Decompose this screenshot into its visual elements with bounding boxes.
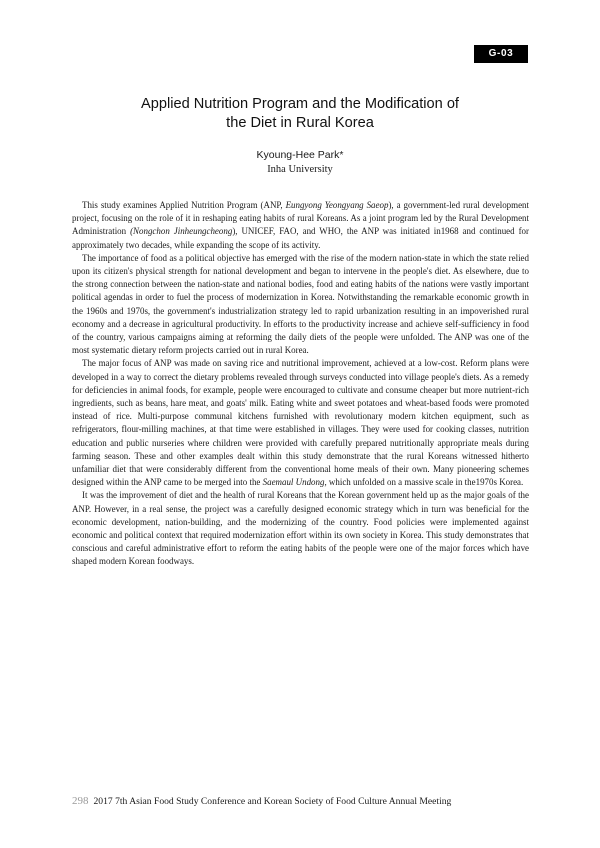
italic-term: Eungyong Yeongyang Saeop <box>285 200 389 210</box>
italic-term: Saemaul Undong <box>262 477 325 488</box>
abstract-paragraph <box>72 489 529 568</box>
text-run: This study examines Applied Nutrition Program (ANP, <box>82 200 286 210</box>
paper-title-line-2: the Diet in Rural Korea <box>226 115 374 131</box>
text-run: ), a government-led rural development project, focusing on the role of it in reshaping eating habits of rural Koreans. As a joint program led by the Rural Development Administration <box>72 200 530 237</box>
text-run: , which unfolded on a massive scale in the1970s Korea. <box>324 477 524 488</box>
paper-title <box>60 95 540 133</box>
page-footer <box>72 794 532 809</box>
abstract-body <box>72 199 529 569</box>
author-name: Kyoung-Hee Park* <box>256 149 344 161</box>
text-run: The importance of food as a political objective has emerged with the rise of the modern nation-state in which the state relied upon its citizen's physical strength for national development and began to intervene in the people's diet. As elsewhere, due to the strong connection between the nation-state and national bodies, food and eating habits of the nations were vastly important political agendas in order to fuel the process of modernization in Korea. Notwithstanding the remarkable economic growth in the 1960s and 1970s, the government's industrialization strategy led to rapid urbanization resulting in an impoverished rural economy and a decrease in agricultural productivity. In efforts to the productivity increase and achieve self-sufficiency in food of the country, various campaigns aiming at reforming the daily diets of the people were unfolded. The ANP was one of the most systematic dietary reform projects carried out in rural Korea. <box>72 252 529 356</box>
abstract-paragraph <box>72 252 529 358</box>
italic-term: (Nongchon Jinheungcheong <box>130 226 233 237</box>
abstract-paragraph <box>72 357 529 489</box>
author-affiliation: Inha University <box>267 164 333 175</box>
text-run: ), UNICEF, FAO, and WHO, the ANP was initiated in1968 and continued for approximately two decades, while expanding the scope of its activity. <box>72 226 529 250</box>
page-number: 298 <box>72 795 89 807</box>
text-run: It was the improvement of diet and the health of rural Koreans that the Korean government held up as the major goals of the ANP. However, in a real sense, the project was a carefully designed economic strategy which in turn was beneficial for the economic development, nation-building, and the modernizing of the country. Food policies were implemented against economic and political context that required modernization effort within its own society in Korea. This study demonstrates that conscious and careful administrative effort to reform the eating habits of the people were one of the major forces which have shaped modern Korean foodways. <box>72 490 529 567</box>
paper-title-line-1: Applied Nutrition Program and the Modification of <box>141 96 459 112</box>
text-run: The major focus of ANP was made on saving rice and nutritional improvement, achieved at a low-cost. Reform plans were developed in a way to correct the dietary problems revealed through surveys conducted into village people's diets. As a remedy for deficiencies in animal foods, for example, people were encouraged to cultivate and consume cheaper but more nutrient-rich ingredients, such as beans, hare meat, and goats' milk. Eating white and sweet potatoes and wheat-based foods were promoted instead of rice. Multi-purpose communal kitchens furnished with revolutionary modern kitchen equipment, such as refrigerators, flour-milling machines, at that time were established in villages. They were used for cooking classes, nutrition education and public nurseries where children were provided with carefully prepared nutritionally appropriate meals during farming season. These and other examples dealt within this study demonstrate that the rural Koreans witnessed hitherto unfamiliar diet that were considerably different from the conventional home meals of their own. Many pioneering schemes designed within the ANP came to be merged into the <box>72 358 529 488</box>
abstract-paragraph <box>72 199 529 252</box>
session-code-badge: G-03 <box>474 45 528 63</box>
conference-name: 2017 7th Asian Food Study Conference and Korean Society of Food Culture Annual Meeting <box>93 796 452 807</box>
